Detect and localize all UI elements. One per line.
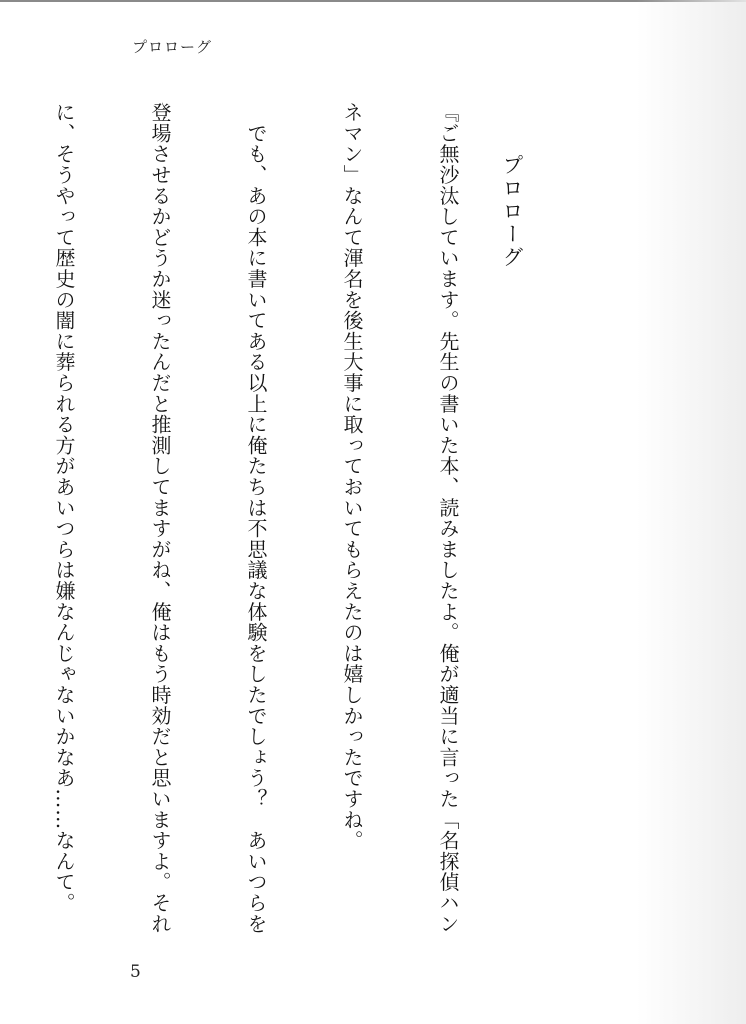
vertical-text-block xyxy=(0,102,560,962)
body-line: 『ご無沙汰しています。先生の書いた本、読みましたよ。俺が適当に言った「名探偵ハン xyxy=(436,102,460,934)
body-line: に、そうやって歴史の闇に葬られる方があいつらは嫌なんじゃないかなあ……なんて。 xyxy=(52,102,76,914)
body-line: 登場させるかどうか迷ったんだと推測してますがね、俺はもう時効だと思いますよ。それ xyxy=(148,102,172,934)
body-line: ネマン」なんて渾名を後生大事に取っておいてもらえたのは嬉しかったですね。 xyxy=(340,102,364,851)
page-edge-shadow xyxy=(636,0,746,1024)
top-rule xyxy=(0,0,746,2)
body-line: でも、あの本に書いてある以上に俺たちは不思議な体験をしたでしょう？ あいつらを xyxy=(244,102,268,934)
page-number: 5 xyxy=(130,962,141,982)
running-head: プロローグ xyxy=(132,38,213,56)
chapter-title: プロローグ xyxy=(500,154,524,270)
